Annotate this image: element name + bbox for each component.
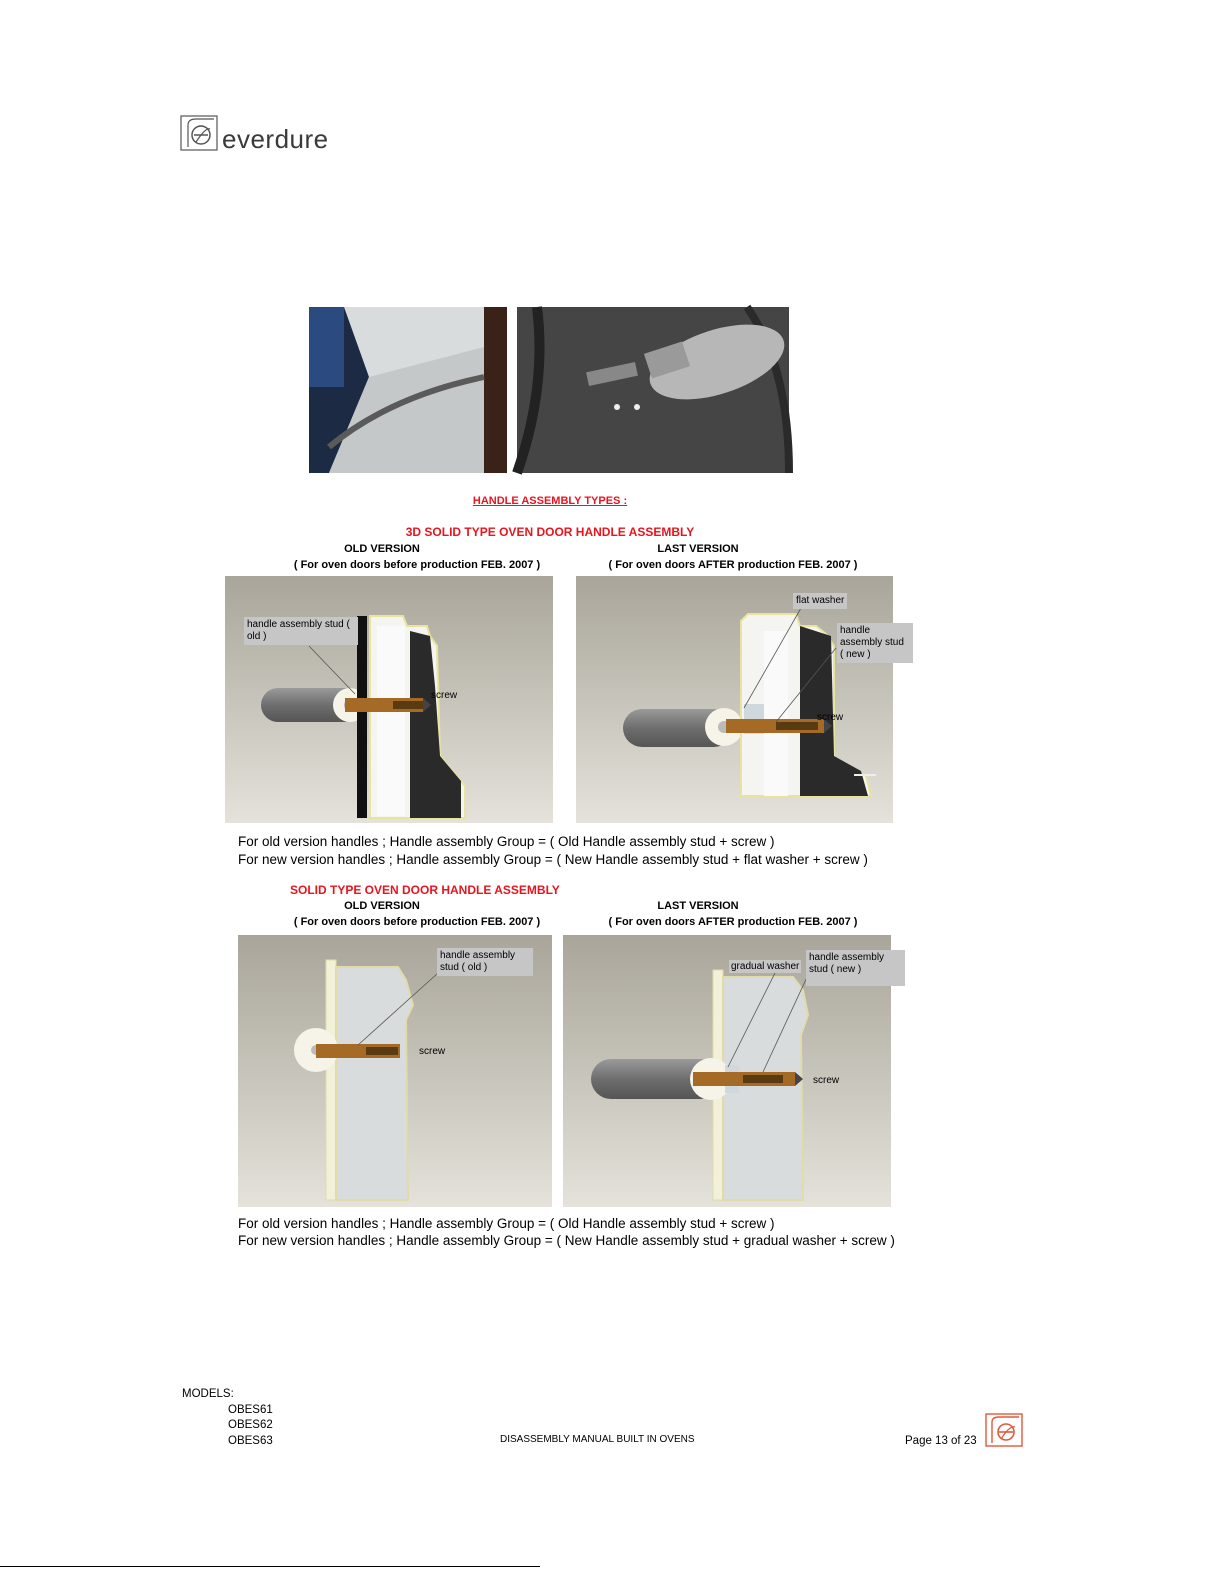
last-version-note: ( For oven doors AFTER production FEB. 2007 ) (608, 559, 858, 571)
callout-screw-new: screw (817, 712, 844, 723)
section-solid-title: SOLID TYPE OVEN DOOR HANDLE ASSEMBLY (290, 883, 560, 897)
callout-stud-old: handle assembly stud ( old ) (244, 617, 358, 645)
diagram-solid-new (563, 935, 891, 1207)
last-version-label-2: LAST VERSION (657, 900, 739, 912)
callout-screw-old: screw (431, 690, 458, 701)
old-version-note: ( For oven doors before production FEB. 2007 ) (293, 559, 541, 571)
old-version-note-2: ( For oven doors before production FEB. 2007 ) (293, 916, 541, 928)
diagram-3d-old (225, 576, 553, 823)
old-version-label-2: OLD VERSION (344, 900, 420, 912)
callout-flat-washer: flat washer (793, 593, 847, 609)
handle-assembly-types-heading: HANDLE ASSEMBLY TYPES : (472, 495, 628, 507)
section-3d-title: 3D SOLID TYPE OVEN DOOR HANDLE ASSEMBLY (405, 525, 695, 539)
last-version-note-2: ( For oven doors AFTER production FEB. 2007 ) (608, 916, 858, 928)
brand-name: everdure (222, 124, 329, 154)
last-version-label: LAST VERSION (657, 543, 739, 555)
bottom-rule (0, 1566, 540, 1567)
caption-3d-old: For old version handles ; Handle assembly Group = ( Old Handle assembly stud + screw ) (238, 834, 775, 849)
drill-photo-right (517, 307, 789, 473)
caption-solid-new: For new version handles ; Handle assembly Group = ( New Handle assembly stud + gradual washer + screw ) (238, 1233, 895, 1248)
everdure-footer-logo-icon (985, 1413, 1023, 1447)
door-photo-left (309, 307, 507, 473)
callout-stud-new-2: handle assembly stud ( new ) (806, 950, 905, 986)
caption-solid-old: For old version handles ; Handle assembly Group = ( Old Handle assembly stud + screw ) (238, 1216, 775, 1231)
diagram-3d-new (576, 576, 904, 823)
callout-stud-old-2: handle assembly stud ( old ) (437, 948, 533, 976)
page-number: Page 13 of 23 (905, 1435, 977, 1447)
manual-title: DISASSEMBLY MANUAL BUILT IN OVENS (500, 1434, 695, 1445)
models-label: MODELS: (182, 1388, 234, 1400)
callout-screw-old-2: screw (419, 1046, 446, 1057)
old-version-label: OLD VERSION (344, 543, 420, 555)
model-item: OBES62 (228, 1419, 273, 1431)
callout-stud-new: handle assembly stud ( new ) (837, 623, 913, 663)
callout-gradual-washer: gradual washer (731, 961, 800, 972)
diagram-solid-old (238, 935, 552, 1207)
model-item: OBES63 (228, 1435, 273, 1447)
caption-3d-new: For new version handles ; Handle assembly Group = ( New Handle assembly stud + flat washer + screw ) (238, 852, 868, 867)
model-item: OBES61 (228, 1404, 273, 1416)
callout-screw-new-2: screw (813, 1075, 840, 1086)
